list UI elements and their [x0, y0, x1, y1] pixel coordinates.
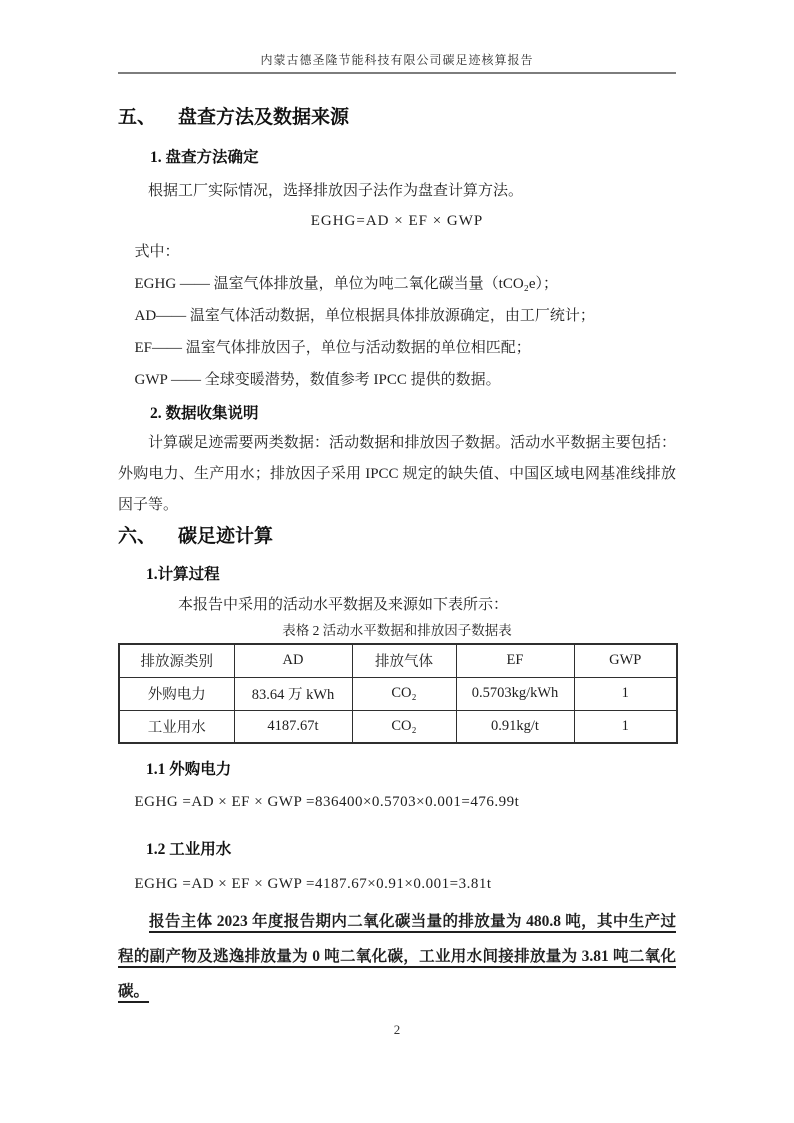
table-cell: 工业用水: [119, 710, 234, 743]
table-cell: 1: [574, 677, 677, 710]
emission-factor-table: [118, 643, 678, 744]
section-6-number: 六、: [118, 526, 157, 547]
table-row-water: [119, 710, 677, 743]
section-5-title: 盘查方法及数据来源: [178, 107, 350, 128]
table-cell: CO₂: [352, 677, 456, 710]
definition-gwp: GWP —— 全球变暖潜势，数值参考 IPCC 提供的数据。: [134, 372, 501, 388]
table-cell: CO₂: [352, 710, 456, 743]
formula-eghg: EGHG=AD × EF × GWP: [310, 213, 484, 229]
header-divider-rule: [118, 72, 676, 74]
table-row-electricity: [119, 677, 677, 710]
table-cell: 4187.67t: [234, 710, 352, 743]
paragraph-data-collection: 计算碳足迹需要两类数据：活动数据和排放因子数据。活动水平数据主要包括：外购电力、生产用水；排放因子采用 IPCC 规定的缺失值、中国区域电网基准线排放因子等。: [118, 435, 676, 513]
document-header: [118, 0, 676, 68]
definition-eghg: EGHG —— 温室气体排放量，单位为吨二氧化碳当量（tCO₂e）；: [134, 276, 559, 292]
subheading-calc-process: 1.计算过程: [146, 566, 220, 583]
table-cell: 1: [574, 710, 677, 743]
table-header-ef: EF: [456, 644, 574, 677]
subheading-method-determination: 1. 盘查方法确定: [150, 149, 259, 166]
definition-ef: EF—— 温室气体排放因子，单位与活动数据的单位相匹配；: [134, 340, 531, 356]
section-5-number: 五、: [118, 107, 157, 128]
paragraph-method: 根据工厂实际情况，选择排放因子法作为盘查计算方法。: [148, 183, 524, 199]
document-header-title: 内蒙古德圣隆节能科技有限公司碳足迹核算报告: [260, 53, 534, 67]
section-6-heading: [118, 523, 676, 551]
section-6-title: 碳足迹计算: [178, 526, 274, 547]
table-cell: 0.5703kg/kWh: [456, 677, 574, 710]
formula-intro: 式中：: [134, 244, 180, 260]
table-cell: 外购电力: [119, 677, 234, 710]
subheading-electricity: 1.1 外购电力: [146, 761, 232, 778]
page-number: 2: [393, 1022, 401, 1037]
table-header-gas: 排放气体: [352, 644, 456, 677]
table-cell: 0.91kg/t: [456, 710, 574, 743]
table-header-source: 排放源类别: [119, 644, 234, 677]
paragraph-activity-data: 本报告中采用的活动水平数据及来源如下表所示：: [178, 597, 509, 613]
page-footer: [0, 1022, 794, 1038]
subheading-water: 1.2 工业用水: [146, 841, 232, 858]
table-header-ad: AD: [234, 644, 352, 677]
definition-ad: AD—— 温室气体活动数据，单位根据具体排放源确定，由工厂统计；: [134, 308, 595, 324]
table-header-gwp: GWP: [574, 644, 677, 677]
table-caption: 表格 2 活动水平数据和排放因子数据表: [282, 623, 512, 638]
subheading-data-collection: 2. 数据收集说明: [150, 405, 259, 422]
table-header-row: [119, 644, 677, 677]
section-5-heading: [118, 104, 676, 132]
page-content: [118, 104, 676, 1009]
conclusion-paragraph: 报告主体 2023 年度报告期内二氧化碳当量的排放量为 480.8 吨，其中生产过程的副产物及逃逸排放量为 0 吨二氧化碳，工业用水间接排放量为 3.81 吨二氧化碳。: [118, 913, 676, 1000]
calculation-electricity: EGHG =AD × EF × GWP =836400×0.5703×0.001=476.99t: [134, 794, 520, 810]
calculation-water: EGHG =AD × EF × GWP =4187.67×0.91×0.001=3.81t: [134, 876, 492, 892]
table-cell: 83.64 万 kWh: [234, 677, 352, 710]
